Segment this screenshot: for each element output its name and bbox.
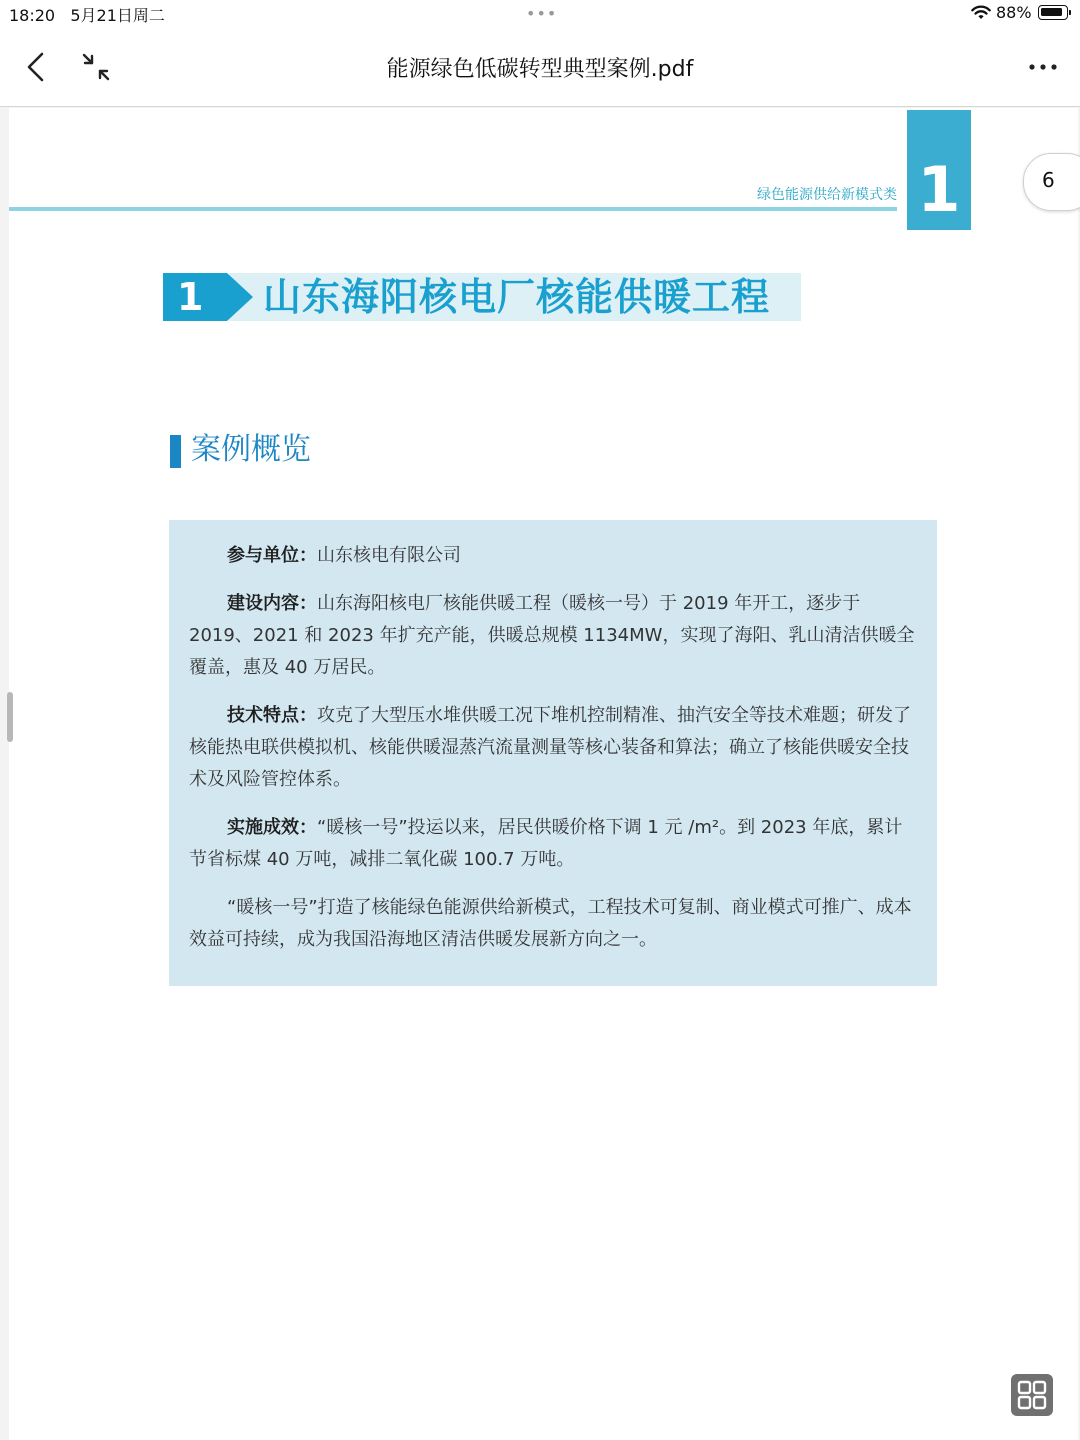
paragraph-label: 技术特点： [227, 705, 317, 726]
document-title: 能源绿色低碳转型典型案例.pdf [386, 57, 694, 82]
summary-paragraph [189, 892, 919, 956]
paragraph-text: 山东海阳核电厂核能供暖工程（暖核一号）于 2019 年开工，逐步于 2019、2021 和 2023 年扩充产能，供暖总规模 1134MW，实现了海阳、乳山清洁供暖全覆盖，惠及 40 万居民。 [189, 593, 915, 678]
section-marker [170, 435, 181, 468]
header-rule [9, 207, 897, 211]
status-time-date: 18:20 5月21日周二 [9, 6, 165, 25]
battery-level-fill [1041, 8, 1062, 16]
battery-tip [1069, 10, 1071, 15]
case-number: 1 [177, 275, 204, 319]
chapter-tab [907, 110, 971, 230]
summary-paragraph [189, 588, 919, 684]
header-category: 绿色能源供给新模式类 [757, 187, 897, 203]
paragraph-text: 攻克了大型压水堆供暖工况下堆机控制精准、抽汽安全等技术难题；研发了核能热电联供模拟机、核能供暖湿蒸汽流量测量等核心装备和算法；确立了核能供暖安全技术及风险管控体系。 [189, 705, 911, 790]
paragraph-text: “暖核一号”投运以来，居民供暖价格下调 1 元 /m²。到 2023 年底，累计节省标煤 40 万吨，减排二氧化碳 100.7 万吨。 [189, 817, 903, 870]
wifi-icon [970, 4, 992, 20]
paragraph-text: “暖核一号”打造了核能绿色能源供给新模式，工程技术可复制、商业模式可推广、成本效益可持续，成为我国沿海地区清洁供暖发展新方向之一。 [189, 897, 912, 950]
ellipsis-icon[interactable] [1026, 52, 1062, 82]
summary-paragraph [189, 700, 919, 796]
status-bar [0, 0, 1080, 28]
paragraph-text: 山东核电有限公司 [317, 545, 461, 566]
battery-percent: 88% [996, 3, 1032, 22]
section-title: 案例概览 [191, 432, 311, 467]
multitasking-dots[interactable]: ••• [526, 4, 558, 23]
grid-view-icon [1011, 1374, 1053, 1416]
pdf-page[interactable] [9, 108, 1078, 1440]
summary-paragraph [189, 812, 919, 876]
viewer-toolbar [0, 28, 1080, 107]
grid-view-button[interactable] [1011, 1374, 1053, 1416]
paragraph-label: 实施成效： [227, 817, 317, 838]
case-title: 山东海阳核电厂核能供暖工程 [263, 275, 771, 319]
paragraph-label: 参与单位： [227, 545, 317, 566]
summary-paragraph [189, 540, 919, 572]
case-title-banner [163, 273, 801, 321]
page-number-badge[interactable] [1023, 153, 1080, 211]
paragraph-label: 建设内容： [227, 593, 317, 614]
chapter-number: 1 [917, 153, 961, 226]
page-number: 6 [1042, 168, 1055, 192]
battery-icon [1038, 5, 1068, 20]
case-summary-box [169, 520, 937, 986]
scroll-handle[interactable] [7, 692, 13, 742]
